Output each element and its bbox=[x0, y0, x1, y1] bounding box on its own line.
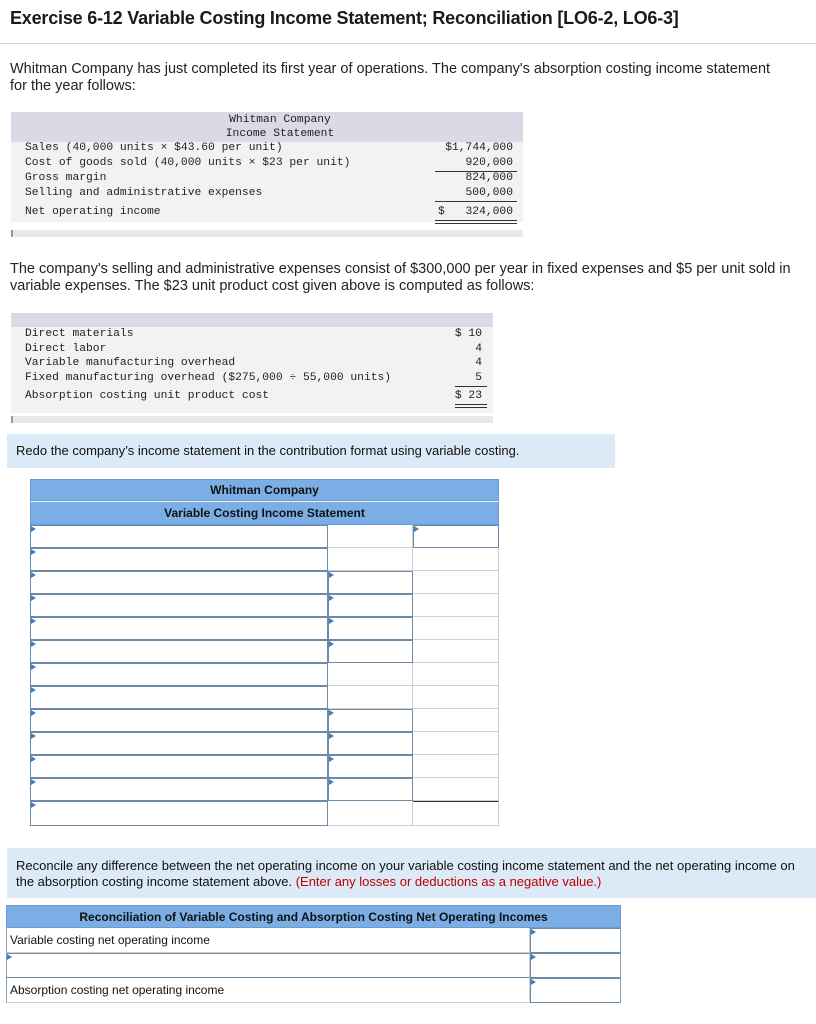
label-input[interactable] bbox=[30, 525, 328, 548]
dollar-sign: $ bbox=[438, 206, 445, 218]
label-input[interactable] bbox=[30, 801, 328, 826]
double-underline bbox=[455, 404, 487, 408]
amount-input[interactable] bbox=[328, 755, 413, 778]
table-header-title: Variable Costing Income Statement bbox=[30, 501, 499, 525]
direct-labor-amount: 4 bbox=[475, 343, 482, 355]
double-underline bbox=[435, 220, 517, 224]
reconciliation-header: Reconciliation of Variable Costing and Absorption Costing Net Operating Incomes bbox=[6, 905, 621, 928]
empty-cell bbox=[413, 571, 499, 594]
empty-cell bbox=[413, 594, 499, 617]
net-operating-income-label: Net operating income bbox=[25, 206, 161, 218]
empty-cell bbox=[328, 801, 413, 826]
variable-overhead-amount: 4 bbox=[475, 357, 482, 369]
table-row bbox=[6, 928, 621, 953]
statement-company: Whitman Company bbox=[229, 114, 331, 126]
exhibit-scrollbar[interactable] bbox=[11, 230, 523, 237]
amount-input[interactable] bbox=[328, 732, 413, 755]
sales-amount: $1,744,000 bbox=[445, 142, 513, 154]
variable-costing-table bbox=[30, 479, 499, 826]
exhibit-scrollbar[interactable] bbox=[11, 416, 493, 423]
direct-materials-amount: $ 10 bbox=[454, 328, 482, 340]
direct-materials-label: Direct materials bbox=[25, 328, 134, 340]
empty-cell bbox=[413, 663, 499, 686]
amount-input[interactable] bbox=[328, 617, 413, 640]
table-row bbox=[30, 686, 499, 709]
empty-cell bbox=[413, 640, 499, 663]
empty-cell bbox=[328, 686, 413, 709]
intro-paragraph: Whitman Company has just completed its first year of operations. The company's absorption costing income statement for the year follows: bbox=[10, 61, 771, 94]
empty-cell bbox=[413, 548, 499, 571]
gross-margin-amount: 824,000 bbox=[465, 172, 513, 184]
reconcile-text: Reconcile any difference between the net operating income on your variable costing income statement and the net operating income on the absorption costing income statement above. bbox=[16, 858, 795, 889]
unit-cost-header bbox=[11, 313, 493, 327]
net-operating-income-amount: 324,000 bbox=[465, 206, 513, 218]
selling-admin-amount: 500,000 bbox=[465, 187, 513, 199]
underline bbox=[455, 386, 487, 387]
label-input[interactable] bbox=[30, 732, 328, 755]
empty-cell bbox=[413, 709, 499, 732]
amount-input[interactable] bbox=[328, 640, 413, 663]
table-row bbox=[30, 594, 499, 617]
table-row bbox=[30, 663, 499, 686]
selling-admin-label: Selling and administrative expenses bbox=[25, 187, 263, 199]
reconciliation-label: Absorption costing net operating income bbox=[6, 978, 530, 1003]
label-input[interactable] bbox=[30, 594, 328, 617]
empty-cell bbox=[328, 663, 413, 686]
reconciliation-label: Variable costing net operating income bbox=[6, 928, 530, 953]
fixed-overhead-amount: 5 bbox=[475, 372, 482, 384]
table-row bbox=[30, 525, 499, 548]
table-row bbox=[30, 778, 499, 801]
empty-cell bbox=[413, 755, 499, 778]
gross-margin-label: Gross margin bbox=[25, 172, 107, 184]
table-row bbox=[6, 978, 621, 1003]
amount-input[interactable] bbox=[328, 778, 413, 801]
amount-input[interactable] bbox=[530, 978, 621, 1003]
direct-labor-label: Direct labor bbox=[25, 343, 107, 355]
label-input[interactable] bbox=[30, 571, 328, 594]
empty-cell bbox=[328, 525, 413, 548]
label-input[interactable] bbox=[6, 953, 530, 978]
cogs-label: Cost of goods sold (40,000 units × $23 per unit) bbox=[25, 157, 351, 169]
reconciliation-table bbox=[6, 905, 621, 1003]
amount-input[interactable] bbox=[328, 571, 413, 594]
instruction-variable-costing: Redo the company’s income statement in the contribution format using variable costing. bbox=[7, 434, 615, 468]
underline bbox=[435, 201, 517, 202]
label-input[interactable] bbox=[30, 755, 328, 778]
amount-input[interactable] bbox=[413, 525, 499, 548]
table-row bbox=[30, 548, 499, 571]
label-input[interactable] bbox=[30, 686, 328, 709]
label-input[interactable] bbox=[30, 640, 328, 663]
amount-input[interactable] bbox=[530, 928, 621, 953]
table-row bbox=[30, 640, 499, 663]
empty-cell bbox=[413, 778, 499, 801]
title-divider bbox=[0, 43, 816, 44]
reconcile-note: (Enter any losses or deductions as a negative value.) bbox=[295, 874, 602, 889]
label-input[interactable] bbox=[30, 548, 328, 571]
label-input[interactable] bbox=[30, 709, 328, 732]
empty-cell bbox=[413, 617, 499, 640]
sales-label: Sales (40,000 units × $43.60 per unit) bbox=[25, 142, 283, 154]
empty-cell bbox=[413, 801, 499, 826]
unit-cost-exhibit bbox=[11, 313, 493, 413]
instruction-reconcile bbox=[7, 848, 816, 898]
middle-paragraph: The company's selling and administrative expenses consist of $300,000 per year in fixed expenses and $5 per unit sold in variable expenses. The $23 unit product cost given above is computed as follows: bbox=[10, 261, 791, 294]
table-row bbox=[30, 755, 499, 778]
absorption-income-statement bbox=[11, 112, 523, 222]
table-row bbox=[6, 953, 621, 978]
amount-input[interactable] bbox=[328, 594, 413, 617]
table-row bbox=[30, 732, 499, 755]
variable-overhead-label: Variable manufacturing overhead bbox=[25, 357, 236, 369]
label-input[interactable] bbox=[30, 663, 328, 686]
page-title: Exercise 6-12 Variable Costing Income Statement; Reconciliation [LO6-2, LO6-3] bbox=[10, 8, 679, 28]
amount-input[interactable] bbox=[328, 709, 413, 732]
unit-product-cost-label: Absorption costing unit product cost bbox=[25, 390, 270, 402]
cogs-amount: 920,000 bbox=[465, 157, 513, 169]
fixed-overhead-label: Fixed manufacturing overhead ($275,000 ÷ 55,000 units) bbox=[25, 372, 392, 384]
table-row bbox=[30, 709, 499, 732]
empty-cell bbox=[328, 548, 413, 571]
table-header-company: Whitman Company bbox=[30, 479, 499, 501]
table-row bbox=[30, 801, 499, 826]
label-input[interactable] bbox=[30, 778, 328, 801]
label-input[interactable] bbox=[30, 617, 328, 640]
empty-cell bbox=[413, 732, 499, 755]
empty-cell bbox=[413, 686, 499, 709]
unit-product-cost-amount: $ 23 bbox=[454, 390, 482, 402]
table-row bbox=[30, 571, 499, 594]
statement-name: Income Statement bbox=[225, 128, 335, 140]
table-row bbox=[30, 617, 499, 640]
amount-input[interactable] bbox=[530, 953, 621, 978]
